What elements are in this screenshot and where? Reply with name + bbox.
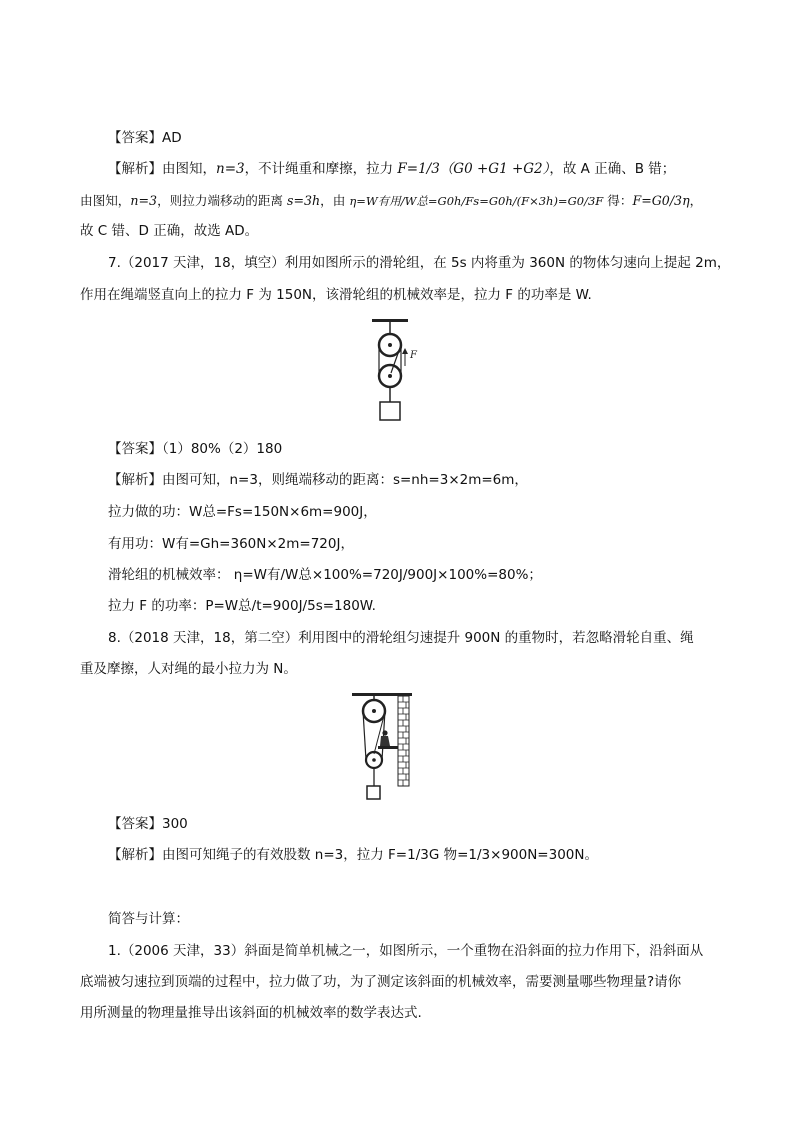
q7-analysis-line-5: 拉力 F 的功率：P=W总/t=900J/5s=180W. bbox=[108, 598, 376, 614]
brick-wall bbox=[398, 696, 409, 786]
q7-analysis-line-4: 滑轮组的机械效率： η=W有/W总×100%=720J/900J×100%=80%； bbox=[108, 567, 542, 583]
load-block bbox=[380, 402, 400, 420]
pulley-figure-q7 bbox=[360, 316, 440, 426]
load-block bbox=[367, 786, 380, 799]
question-8-line-2: 重及摩擦，人对绳的最小拉力为 N。 bbox=[80, 661, 297, 677]
q7-analysis-line-1: 【解析】由图可知，n=3，则绳端移动的距离：s=nh=3×2m=6m， bbox=[108, 472, 528, 488]
analysis-line-2: 由图知，n=3，则拉力端移动的距离 s=3h，由 η=W有用/W总=G0h/Fs=G0h/(F×3h)=G0/3F 得：F=G0/3η， bbox=[80, 193, 703, 208]
platform bbox=[378, 746, 398, 749]
section-q1-line-1: 1.（2006 天津，33）斜面是简单机械之一，如图所示，一个重物在沿斜面的拉力作用下，沿斜面从 bbox=[108, 943, 704, 959]
question-7-line-2: 作用在绳端竖直向上的拉力 F 为 150N，该滑轮组的机械效率是，拉力 F 的功率是 W. bbox=[80, 287, 592, 303]
pulley-figure-q8 bbox=[350, 690, 416, 802]
question-8-line-1: 8.（2018 天津，18，第二空）利用图中的滑轮组匀速提升 900N 的重物时，若忽略滑轮自重、绳 bbox=[108, 630, 694, 646]
person-head bbox=[382, 730, 387, 735]
person-body bbox=[380, 736, 390, 746]
section-q1-line-3: 用所测量的物理量推导出该斜面的机械效率的数学表达式. bbox=[80, 1005, 422, 1021]
analysis-line-1: 【解析】由图知，n=3，不计绳重和摩擦，拉力 F=1/3（G0 +G1 +G2），故 A 正确、B 错； bbox=[108, 161, 676, 177]
q8-analysis: 【解析】由图可知绳子的有效股数 n=3，拉力 F=1/3G 物=1/3×900N=300N。 bbox=[108, 847, 598, 863]
q7-analysis-line-2: 拉力做的功：W总=Fs=150N×6m=900J， bbox=[108, 504, 377, 520]
section-title: 简答与计算： bbox=[108, 911, 189, 927]
force-label: F bbox=[410, 350, 417, 361]
answer-ad: 【答案】AD bbox=[108, 130, 182, 146]
q7-analysis-line-3: 有用功：W有=Gh=360N×2m=720J， bbox=[108, 536, 354, 552]
answer-q7: 【答案】（1）80%（2）180 bbox=[108, 441, 283, 457]
question-7-line-1: 7.（2017 天津，18，填空）利用如图所示的滑轮组，在 5s 内将重为 360N 的物体匀速向上提起 2m， bbox=[108, 255, 731, 271]
section-q1-line-2: 底端被匀速拉到顶端的过程中，拉力做了功，为了测定该斜面的机械效率，需要测量哪些物理量?请你 bbox=[80, 974, 682, 990]
analysis-line-3: 故 C 错、D 正确，故选 AD。 bbox=[80, 223, 259, 239]
answer-q8: 【答案】300 bbox=[108, 816, 188, 832]
ceiling-bar bbox=[372, 319, 408, 322]
